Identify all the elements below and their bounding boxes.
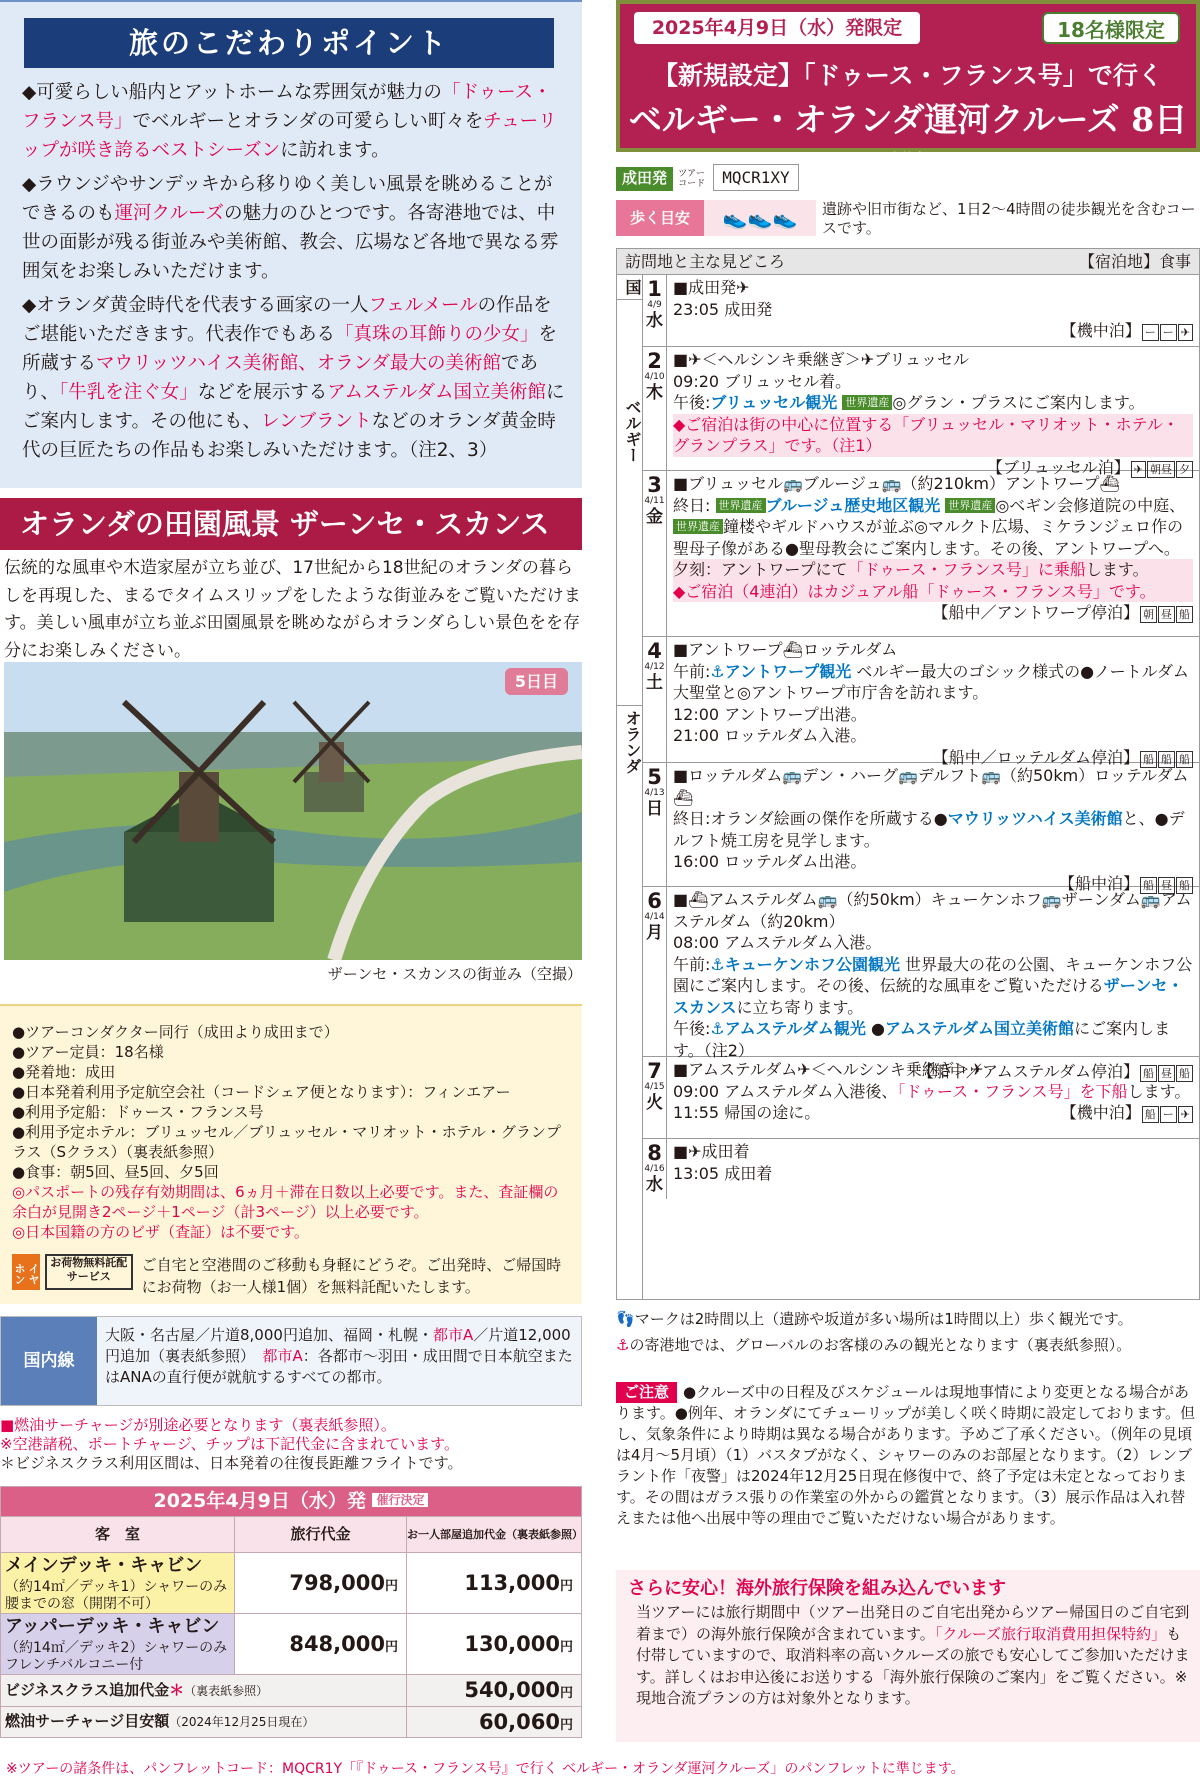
header-left: 訪問地と主な見どころ [625, 252, 786, 271]
text: などのオランダ黄金時代の巨匠たちの作品もお楽しみいただけます。（注2、3） [22, 411, 556, 461]
insurance-rider: 「クルーズ旅行取消費用担保特約」 [934, 1624, 1167, 1643]
fuel-price: 60,060 [478, 1709, 560, 1734]
cabin-cell [1, 1614, 235, 1675]
price-cell [235, 1553, 407, 1614]
sightseeing: マウリッツハイス美術館 [947, 809, 1123, 828]
feature-paragraph-2 [22, 170, 567, 286]
day-content [673, 349, 1193, 478]
col-price: 旅行代金 [235, 1517, 407, 1553]
tour-title: ベルギー・オランダ運河クルーズ 8日間 [628, 100, 1188, 187]
price-table [0, 1486, 582, 1738]
day-date: 4/13 [644, 788, 665, 798]
day-weekday: 土 [646, 673, 663, 693]
day-num: 6 [647, 889, 662, 913]
itinerary-day-5 [643, 763, 1199, 893]
route: ■ロッテルダム🚌デン・ハーグ🚌デルフト🚌（約50km）ロッテルダム⛴ [673, 766, 1189, 807]
business-price: 540,000 [464, 1678, 560, 1703]
fuel-note: （2024年12月25日現在） [169, 1714, 315, 1729]
shoe-icon: 👟👟👟 [704, 200, 816, 236]
meal-lunch: 昼 [1158, 1065, 1175, 1082]
text: 当ツアーには旅行期間中（ツアー出発日のご自宅出発からツアー帰国日のご自宅到着まで）の海外旅行保険が含まれています。 [636, 1603, 1190, 1643]
insurance-panel [616, 1570, 1200, 1742]
text: 世界最大の花の公園、キューケンホフ公園にご案内します。その後、伝統的な風車をご覧いただける [673, 954, 1193, 995]
text: ：各都市〜羽田・成田間で日本航空またはANAの直行便が就航するすべての都市。 [105, 1347, 573, 1386]
day-date: 4/10 [644, 372, 665, 382]
text: ◆オランダ黄金時代を代表する画家の一人 [22, 295, 369, 316]
city-a: 都市A [262, 1347, 303, 1365]
route: ■✈成田着 [673, 1142, 750, 1161]
text: に訪れます。 [280, 140, 390, 161]
caution-text: ●クルーズ中の日程及びスケジュールは現地事情により変更となる場合があります。●例年、オランダにてチューリップが美しく咲く時期に設定しております。但し、気象条件により時期は異なる場合があります。予めご了承ください。（例年の見頃は4月〜5月頃）（1）バスタブがなく、シャワーのみのお部屋となります。（2）レンブラント作「夜警」は2024年12月25日現在修復中で、終了予定は未定となっております。その間はガラス張りの作業室の外からの鑑賞となります。（3）展示作品は入れ替えまたは他へ出展中等の理由でご覧いただけない場合があります。 [616, 1383, 1196, 1527]
text: 大阪・名古屋／片道8,000円追加、福岡・札幌・ [105, 1326, 433, 1344]
anchor-icon: ⚓ [710, 661, 725, 681]
tour-info-panel [0, 1004, 582, 1304]
tour-date: 2025年4月9日（水）発限定 [634, 12, 920, 44]
info-item: ●利用予定ホテル：ブリュッセル／ブリュッセル・マリオット・ホテル・グランプラス（Sクラス）（裏表紙参照） [12, 1123, 561, 1161]
itinerary-day-4 [643, 637, 1199, 767]
feature-body [22, 78, 567, 470]
day-date: 4/11 [644, 496, 665, 506]
feature-paragraph-3 [22, 291, 567, 465]
time-label: 午前: [673, 954, 711, 974]
day-number [643, 347, 667, 470]
fuel-label-cell [1, 1706, 407, 1737]
yen-unit: 円 [384, 1578, 398, 1594]
price-value: 798,000 [289, 1570, 385, 1595]
business-note: （裏表紙参照） [184, 1683, 269, 1698]
price-table-title [1, 1487, 582, 1517]
time-label: 午前: [673, 661, 711, 681]
highlight-text: 「真珠の耳飾りの少女」 [335, 324, 539, 345]
day-num: 8 [647, 1141, 662, 1165]
schedule [673, 954, 1193, 1019]
schedule: 12:00 アントワープ出港。 [673, 704, 867, 724]
highlight-text: レンブラント [261, 411, 372, 432]
time-label: 午後: [673, 393, 711, 412]
text: を所蔵する [22, 324, 558, 374]
sightseeing: ブリュッセル観光 [710, 393, 838, 412]
text: 夕刻：アントワープにて [673, 560, 848, 579]
highlight-text: 運河クルーズ [114, 203, 225, 224]
single-price-cell [407, 1614, 582, 1675]
tour-info-list [12, 1022, 572, 1242]
disembark: 「ドゥース・フランス号」を下船 [897, 1081, 1128, 1101]
insurance-text [636, 1602, 1192, 1710]
route: ■成田発✈ [673, 278, 750, 297]
meal-lunch: 船 [1158, 751, 1175, 768]
ship-name: 「ドゥース・フランス号」 [22, 82, 552, 132]
day-date: 4/15 [644, 1082, 665, 1092]
day-number [643, 275, 667, 346]
price-value: 848,000 [289, 1631, 385, 1656]
info-item: ●日本発着利用予定航空会社（コードシェア便となります）：フィンエアー [12, 1083, 511, 1101]
cabin-detail: （約14㎡／デッキ1）シャワーのみ [5, 1579, 228, 1596]
insurance-title: さらに安心！海外旅行保険を組み込んでいます [628, 1578, 1006, 1599]
walking-label: 歩く目安 [616, 200, 704, 236]
text: などを展示する [197, 382, 328, 403]
departure-date: 2025年4月9日（水）発 [153, 1489, 366, 1512]
country-belgium: ベルギー [623, 399, 642, 463]
text: に立ち寄ります。 [736, 997, 864, 1017]
tour-code-row [616, 164, 799, 191]
text: にご案内します。（注2） [673, 1019, 1171, 1060]
meal-dinner: ✈ [1178, 1106, 1193, 1123]
highlight-text: フェルメール [368, 295, 478, 316]
itinerary-day-1 [643, 275, 1199, 347]
schedule: 13:05 成田着 [673, 1163, 773, 1183]
footnote: ※ツアーの諸条件は、パンフレットコード：MQCR1Y「『ドゥース・フランス号』で行く ベルギー・オランダ運河クルーズ」のパンフレットに準じます。 [6, 1761, 965, 1777]
schedule [673, 495, 1193, 560]
sightseeing: ブルージュ歴史地区観光 [765, 495, 941, 515]
day-weekday: 火 [646, 1093, 663, 1113]
day-number [643, 1057, 667, 1138]
text: ◎グラン・プラスにご案内します。 [892, 393, 1145, 412]
itinerary-header [617, 249, 1199, 275]
lodging: 【船中泊】 [1058, 873, 1139, 893]
text: ／片道12,000円追加（裏表紙参照） [105, 1326, 571, 1365]
world-heritage-badge: 世界遺産 [945, 498, 995, 513]
business-price-cell [407, 1675, 582, 1706]
single-price-value: 113,000 [464, 1570, 560, 1595]
meal-breakfast: 船 [1140, 1065, 1157, 1082]
meal-info [673, 602, 1193, 624]
world-heritage-badge: 世界遺産 [716, 498, 766, 513]
day-date: 4/12 [644, 662, 665, 672]
route: ■✈＜ヘルシンキ乗継ぎ＞✈ブリュッセル [673, 350, 970, 369]
header-right: 【宿泊地】食事 [1078, 252, 1191, 271]
text: の魅力のひとつです。各寄港地では、中世の面影が残る街並みや美術館、教会、広場など各地で異なる雰囲気をお楽しみいただけます。 [22, 203, 559, 282]
info-item: ●利用予定船：ドゥース・フランス号 [12, 1103, 264, 1121]
caution-label: ご注意 [616, 1382, 677, 1403]
hotel-note: ◆ご宿泊（4連泊）はカジュアル船「ドゥース・フランス号」です。 [673, 581, 1193, 603]
schedule [673, 559, 1193, 581]
single-price-cell [407, 1553, 582, 1614]
meal-lunch: 昼 [1158, 877, 1175, 894]
walking-icon: 👣 [616, 1310, 635, 1328]
table-row [1, 1614, 582, 1675]
legend-anchor [616, 1332, 1200, 1358]
day-num: 4 [647, 639, 662, 663]
schedule [673, 392, 1193, 414]
feature-panel [0, 0, 582, 488]
text: します。 [1127, 1081, 1191, 1101]
meal-info [673, 320, 1193, 342]
baggage-service-badge: お荷物無料託配サービス [45, 1254, 133, 1290]
baggage-text: ご自宅と空港間のご移動も身軽にどうぞ。ご出発時、ご帰国時にお荷物（お一人様1個）を無料託配いたします。 [141, 1256, 562, 1296]
table-row [1, 1675, 582, 1706]
highlight-text: アムステルダム国立美術館 [327, 382, 546, 403]
meal-dinner: 夕 [1176, 461, 1193, 478]
day-weekday: 月 [646, 923, 663, 943]
schedule: 23:05 成田発 [673, 299, 773, 319]
sightseeing: アムステルダム観光 [724, 1019, 866, 1038]
text: ◆ラウンジやサンデッキから移りゆく美しい風景を眺めることができるのも [22, 174, 553, 224]
legend-walk [616, 1306, 1200, 1332]
legend-text: の寄港地では、グローバルのお客様のみの観光となります（裏表紙参照）。 [629, 1336, 1132, 1354]
walking-guide [616, 200, 1200, 238]
confirmed-badge: 催行決定 [372, 1493, 428, 1507]
schedule [673, 808, 1193, 851]
tour-code: MQCR1XY [713, 164, 798, 191]
itinerary-day-2 [643, 347, 1199, 477]
schedule: 16:00 ロッテルダム出港。 [673, 852, 867, 871]
country-netherlands: オランダ [617, 705, 642, 778]
schedule: 09:20 ブリュッセル着。 [673, 371, 852, 391]
legend [616, 1306, 1200, 1358]
day-number [643, 637, 667, 762]
meal-lunch: ー [1160, 1106, 1177, 1123]
photo-caption: ザーンセ・スカンスの街並み（空撮） [327, 965, 582, 983]
business-label-cell [1, 1675, 407, 1706]
country-column [617, 275, 643, 1299]
country-header: 国 [617, 275, 642, 300]
time-label: 午後: [673, 1019, 711, 1038]
meal-breakfast: ✈ [1131, 461, 1146, 478]
cabin-detail: フレンチバルコニー付 [5, 1657, 144, 1674]
text: ベルギー最大のゴシック様式の●ノートルダム大聖堂と◎アントワープ市庁舎を訪れます。 [673, 661, 1189, 702]
itinerary-day-7 [643, 1057, 1199, 1139]
yen-unit: 円 [559, 1717, 573, 1733]
text: 09:00 アムステルダム入港後、 [673, 1081, 898, 1101]
schedule [673, 1018, 1193, 1061]
day-content [673, 473, 1193, 624]
day-num: 3 [647, 473, 662, 497]
day-content [673, 889, 1193, 1083]
anchor-icon: ⚓ [710, 954, 725, 974]
domestic-flight-panel [0, 1316, 582, 1406]
text: にご案内します。その他にも、 [22, 382, 565, 432]
time-label: 終日: [673, 495, 711, 515]
fuel-note: ■燃油サーチャージが別途必要となります（裏表紙参照）。 [0, 1416, 396, 1434]
text: 終日:オランダ絵画の傑作を所蔵する● [673, 809, 948, 828]
cabin-name: メインデッキ・キャビン [5, 1555, 203, 1576]
text: ● [870, 1019, 885, 1038]
day-content [673, 1141, 1193, 1184]
day-date: 4/9 [647, 300, 662, 310]
capacity-badge: 18名様限定 [1042, 12, 1180, 44]
business-note: ＊ビジネスクラス利用区間は、日本発着の往復長距離フライトです。 [0, 1454, 463, 1472]
cabin-detail: 腰までの窓（開閉不可） [5, 1596, 159, 1613]
cabin-cell [1, 1553, 235, 1614]
highlight-text: マウリッツハイス美術館、オランダ最大の美術館 [96, 353, 501, 374]
itinerary-day-8 [643, 1139, 1199, 1199]
text: 鐘楼やギルドハウスが並ぶ◎マルクト広場、ミケランジェロ作の聖母子像がある●聖母教会にご案内します。その後、アントワープへ。 [673, 517, 1183, 558]
text: も付帯していますので、取消料率の高いクルーズの旅でも安心してご参加いただけます。詳しくはお申込後にお送りする「海外旅行保険のご案内」をご覧ください。※現地合流プランの方は対象外となります。 [636, 1624, 1190, 1707]
sightseeing: ザーンセ・スカンス [673, 976, 1184, 1017]
day-weekday: 日 [646, 799, 663, 819]
day-num: 7 [647, 1059, 662, 1083]
anchor-icon: ⚓ [710, 1019, 725, 1038]
zaanse-schans-text: 伝統的な風車や木造家屋が立ち並び、17世紀から18世紀のオランダの暮らしを再現した、まるでタイムスリップをしたような街並みをご覧いただけます。美しい風車が立ち並ぶ田園風景を眺めながらオランダらしい景色をを存分にお楽しみください。 [4, 558, 581, 661]
info-item: ●発着地：成田 [12, 1063, 116, 1081]
legend-text: マークは2時間以上（遺跡や坂道が多い場所は1時間以上）歩く観光です。 [634, 1310, 1133, 1328]
text: でベルギーとオランダの可愛らしい町々を [132, 111, 484, 132]
day-content [673, 765, 1193, 894]
route: ■ブリュッセル🚌ブルージュ🚌（約210km）アントワープ⛴ [673, 474, 1120, 493]
schedule: 08:00 アムステルダム入港。 [673, 933, 882, 952]
info-warning: ◎パスポートの残存有効期間は、6ヵ月＋滞在日数以上必要です。また、査証欄の余白が見開き2ページ＋1ページ（計3ページ）以上必要です。 [12, 1183, 559, 1221]
windmill-illustration [4, 662, 582, 960]
lodging: 【機中泊】 [1060, 321, 1141, 340]
col-single: お一人部屋追加代金（裏表紙参照） [407, 1517, 582, 1553]
route: ■⛴アムステルダム🚌（約50km）キューケンホフ🚌ザーンダム🚌アムステルダム（約20km） [673, 890, 1192, 931]
cabin-detail: （約14㎡／デッキ2）シャワーのみ [5, 1640, 228, 1657]
meal-lunch: 朝昼 [1147, 461, 1175, 478]
tax-note: ※空港諸税、ポートチャージ、チップは下記代金に含まれています。 [0, 1435, 459, 1453]
day-weekday: 金 [646, 507, 663, 527]
highlight-text: 「牛乳を注ぐ女」 [59, 382, 198, 403]
hotel-note: ◆ご宿泊は街の中心に位置する「ブリュッセル・マリオット・ホテル・グランプラス」です。（注1） [673, 414, 1193, 457]
itinerary-day-3 [643, 471, 1199, 637]
asterisk: ＊ [169, 1680, 185, 1699]
col-room: 客 室 [1, 1517, 235, 1553]
schedule [673, 661, 1193, 704]
text: の作品をご堪能いただきます。代表作でもある [22, 295, 552, 345]
sightseeing: アントワープ観光 [724, 661, 852, 681]
domestic-text [105, 1325, 575, 1388]
day-date: 4/14 [644, 912, 665, 922]
anchor-icon: ⚓ [616, 1336, 630, 1354]
meal-info [1061, 1102, 1193, 1124]
departure-badge: 成田発 [616, 167, 673, 191]
yen-unit: 円 [559, 1578, 573, 1594]
city-a: 都市A [432, 1326, 474, 1344]
business-label: ビジネスクラス追加代金 [5, 1680, 170, 1699]
fuel-price-cell [407, 1706, 582, 1737]
route: ■アントワープ⛴ロッテルダム [673, 640, 898, 659]
day-content [673, 639, 1193, 768]
table-row [1, 1706, 582, 1737]
day-weekday: 水 [646, 311, 663, 331]
price-cell [235, 1614, 407, 1675]
feature-paragraph-1 [22, 78, 567, 165]
itinerary-table [616, 248, 1200, 1300]
day-number [643, 763, 667, 886]
route: ■アムステルダム✈＜ヘルシンキ乗継ぎ＞✈ [673, 1060, 984, 1079]
day-num: 5 [647, 765, 662, 789]
info-item: ●ツアー定員：18名様 [12, 1043, 164, 1061]
lodging: 【船中／アムステルダム停泊】 [917, 1062, 1139, 1081]
baggage-service [12, 1254, 572, 1298]
text: であり、 [22, 353, 538, 403]
feature-title: 旅のこだわりポイント [24, 18, 554, 68]
price-notes [0, 1416, 582, 1473]
cabin-name: アッパーデッキ・キャビン [5, 1616, 220, 1638]
text: ◎ベギン会修道院の中庭、 [995, 495, 1186, 515]
windmill-photo [4, 662, 582, 960]
day-num: 1 [647, 277, 662, 301]
info-item: ●ツアーコンダクター同行（成田より成田まで） [12, 1023, 339, 1041]
lodging: 【ブリュッセル泊】 [986, 457, 1130, 477]
day-5-tag: 5日目 [505, 668, 568, 695]
meal-dinner: 船 [1176, 1065, 1193, 1082]
day-number [643, 471, 667, 636]
meal-dinner: 船 [1176, 606, 1193, 623]
meal-lunch: 昼 [1158, 606, 1175, 623]
lodging: 【船中／アントワープ停泊】 [932, 603, 1139, 622]
meal-breakfast: 朝 [1140, 606, 1157, 623]
yen-unit: 円 [559, 1686, 573, 1702]
yen-unit: 円 [559, 1639, 573, 1655]
day-num: 2 [647, 349, 662, 373]
text: と、●デルフト焼工房を見学します。 [673, 809, 1185, 850]
sightseeing: キューケンホフ公園観光 [724, 954, 900, 974]
lodging: 【船中／ロッテルダム停泊】 [932, 747, 1139, 767]
info-item: ●食事：朝5回、昼5回、夕5回 [12, 1163, 219, 1181]
day-content [673, 277, 1193, 342]
yen-unit: 円 [384, 1639, 398, 1655]
zaanse-schans-title: オランダの田園風景 ザーンセ・スカンス [0, 498, 582, 550]
schedule [673, 1081, 1193, 1103]
day-weekday: 水 [646, 1175, 663, 1195]
highlight-text: チューリップが咲き誇るベストシーズン [22, 111, 557, 161]
day-content [673, 1059, 1193, 1124]
code-label: ツアーコード [678, 168, 706, 189]
info-warning: ◎日本国籍の方のビザ（査証）は不要です。 [12, 1223, 309, 1241]
world-heritage-badge: 世界遺産 [842, 395, 892, 410]
tour-subtitle: 【新規設定】「ドゥース・フランス号」で行く [653, 61, 1163, 90]
earphone-badge: イヤホン [12, 1254, 40, 1290]
walking-text: 遺跡や旧市街など、1日2〜4時間の徒歩観光を含むコースです。 [822, 200, 1196, 237]
meal-dinner: ✈ [1178, 324, 1193, 341]
domestic-label: 国内線 [1, 1317, 97, 1405]
text: します。 [1085, 560, 1149, 579]
sightseeing: アムステルダム国立美術館 [884, 1019, 1075, 1038]
text: ◆可愛らしい船内とアットホームな雰囲気が魅力の [22, 82, 442, 103]
schedule-with-meal [673, 1102, 1193, 1124]
fuel-label: 燃油サーチャージ目安額 [5, 1711, 170, 1730]
table-row [1, 1553, 582, 1614]
day-weekday: 木 [646, 383, 663, 403]
lodging: 【機中泊】 [1060, 1103, 1141, 1122]
caution-section [616, 1382, 1200, 1529]
world-heritage-badge: 世界遺産 [673, 519, 723, 534]
meal-dinner: 船 [1176, 751, 1193, 768]
day-number [643, 1139, 667, 1199]
meal-breakfast: 船 [1140, 751, 1157, 768]
single-price-value: 130,000 [464, 1631, 560, 1656]
meal-breakfast: 船 [1140, 877, 1157, 894]
schedule: 11:55 帰国の途に。 [673, 1103, 821, 1122]
day-date: 4/16 [644, 1164, 665, 1174]
meal-breakfast: 船 [1142, 1106, 1159, 1123]
day-number [643, 887, 667, 1056]
meal-breakfast: ー [1142, 324, 1159, 341]
meal-dinner: 船 [1176, 877, 1193, 894]
boarding: 「ドゥース・フランス号」に乗船 [847, 560, 1086, 579]
schedule: 21:00 ロッテルダム入港。 [673, 726, 867, 745]
meal-lunch: ー [1160, 324, 1177, 341]
